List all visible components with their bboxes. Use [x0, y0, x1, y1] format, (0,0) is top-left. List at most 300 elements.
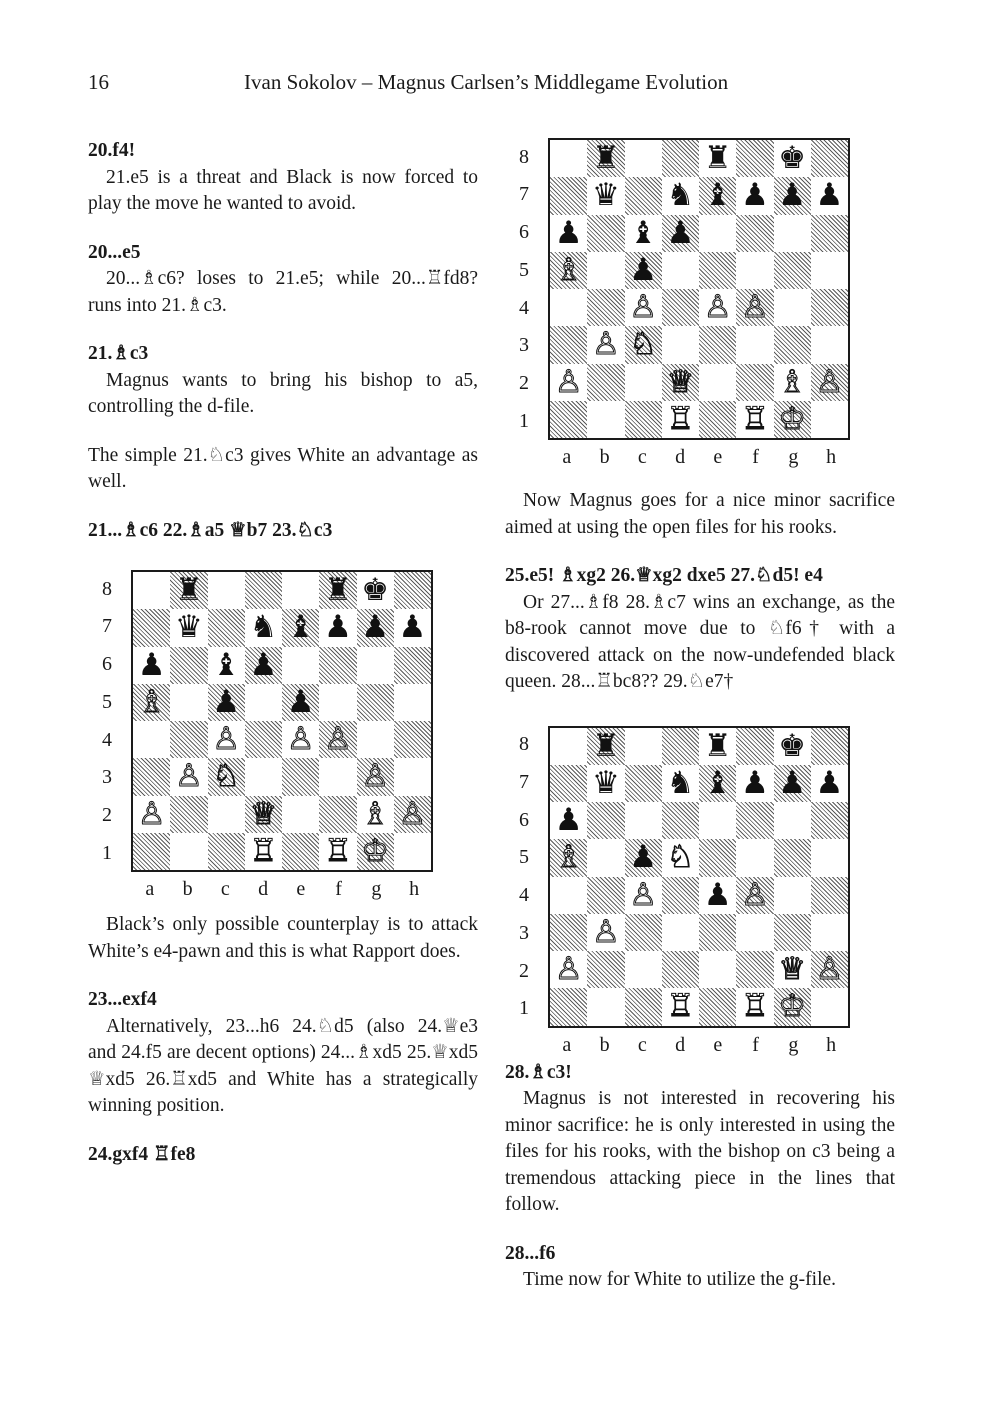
square-c1 — [625, 988, 662, 1025]
left-column — [88, 138, 478, 1168]
square-f4 — [736, 289, 773, 326]
square-h5 — [811, 252, 848, 289]
chess-piece: ♟ — [740, 177, 769, 214]
square-h4 — [811, 289, 848, 326]
chess-piece: ♟ — [740, 764, 769, 801]
chess-piece: ♟ — [323, 609, 352, 646]
file-label: g — [371, 878, 382, 900]
square-c1 — [625, 401, 662, 438]
file-label: b — [599, 446, 610, 468]
square-f3 — [736, 326, 773, 363]
square-f7 — [319, 609, 356, 646]
square-e7 — [282, 609, 319, 646]
chess-piece: ♟ — [554, 214, 583, 251]
file-label: d — [258, 878, 269, 900]
square-a6 — [133, 647, 170, 684]
square-d1 — [662, 401, 699, 438]
square-b3 — [587, 914, 624, 951]
square-b1 — [587, 401, 624, 438]
file-label: a — [145, 878, 155, 900]
chess-piece: ♖ — [740, 400, 769, 437]
chess-piece: ♙ — [137, 795, 166, 832]
chess-piece: ♙ — [815, 363, 844, 400]
square-b1 — [587, 988, 624, 1025]
square-h1 — [811, 401, 848, 438]
chess-piece: ♗ — [554, 251, 583, 288]
rank-label: 7 — [102, 615, 112, 638]
square-b3 — [587, 326, 624, 363]
chess-diagram — [88, 570, 478, 900]
square-a8 — [133, 572, 170, 609]
square-g1 — [774, 401, 811, 438]
square-a1 — [550, 401, 587, 438]
square-f8 — [319, 572, 356, 609]
square-d6 — [662, 802, 699, 839]
square-d1 — [245, 833, 282, 870]
square-c3 — [208, 758, 245, 795]
paragraph: Time now for White to utilize the g-file. — [523, 1269, 837, 1290]
chess-piece: ♙ — [554, 951, 583, 988]
square-g4 — [774, 877, 811, 914]
chess-piece: ♟ — [815, 764, 844, 801]
square-h6 — [811, 215, 848, 252]
square-g8 — [774, 728, 811, 765]
rank-label: 6 — [519, 808, 529, 831]
square-e8 — [699, 140, 736, 177]
square-d5 — [662, 252, 699, 289]
square-c2 — [625, 364, 662, 401]
rank-label: 8 — [519, 733, 529, 756]
rank-label: 7 — [519, 770, 529, 793]
chess-piece: ♚ — [778, 140, 807, 177]
square-c7 — [625, 765, 662, 802]
square-h1 — [811, 988, 848, 1025]
square-g2 — [357, 796, 394, 833]
paragraph: Or 27...♗f8 28.♗c7 wins an exchange, as the b8-rook cannot move due to ♘f6† with a discovered attack on the now-undefended black queen. 28...♖bc8?? 29.♘e7† — [505, 591, 895, 692]
move-heading: 20.f4! — [88, 140, 136, 161]
square-a5 — [133, 684, 170, 721]
square-e1 — [699, 401, 736, 438]
square-c6 — [208, 647, 245, 684]
square-e4 — [699, 877, 736, 914]
square-f6 — [319, 647, 356, 684]
square-e5 — [699, 839, 736, 876]
square-h3 — [811, 914, 848, 951]
square-c2 — [208, 796, 245, 833]
square-h8 — [811, 728, 848, 765]
square-f3 — [736, 914, 773, 951]
square-c7 — [625, 177, 662, 214]
square-e4 — [282, 721, 319, 758]
rank-labels — [519, 138, 539, 440]
file-label: d — [675, 1033, 686, 1056]
square-f8 — [736, 728, 773, 765]
square-e2 — [699, 364, 736, 401]
square-f7 — [736, 177, 773, 214]
square-f4 — [736, 877, 773, 914]
square-g2 — [774, 951, 811, 988]
rank-label: 6 — [519, 221, 529, 244]
square-e3 — [699, 914, 736, 951]
square-c5 — [208, 684, 245, 721]
chess-piece: ♜ — [591, 727, 620, 764]
chess-piece: ♝ — [703, 764, 732, 801]
chess-piece: ♙ — [398, 795, 427, 832]
square-e3 — [699, 326, 736, 363]
file-labels — [548, 1032, 850, 1059]
chess-piece: ♙ — [212, 721, 241, 758]
file-label: e — [296, 878, 306, 900]
rank-label: 8 — [519, 145, 529, 168]
square-a2 — [550, 951, 587, 988]
chess-piece: ♖ — [323, 832, 352, 869]
square-c3 — [625, 914, 662, 951]
square-f8 — [736, 140, 773, 177]
rank-label: 3 — [519, 334, 529, 357]
rank-label: 5 — [102, 690, 112, 713]
square-e6 — [699, 215, 736, 252]
chess-piece: ♙ — [591, 913, 620, 950]
chess-piece: ♝ — [703, 177, 732, 214]
chess-piece: ♟ — [666, 214, 695, 251]
square-d4 — [662, 289, 699, 326]
chess-piece: ♟ — [398, 609, 427, 646]
square-d5 — [662, 839, 699, 876]
paragraph: Alternatively, 23...h6 24.♘d5 (also 24.♕e3 and 24.f5 are decent options) 24...♗xd5 25.♕xd5 ♕xd5 26.♖xd5 and White has a strategically winning position. — [88, 1015, 478, 1116]
move-heading: 24.gxf4 ♖fe8 — [88, 1143, 196, 1165]
square-e1 — [699, 988, 736, 1025]
chess-piece: ♟ — [361, 609, 390, 646]
square-c8 — [625, 728, 662, 765]
chess-piece: ♘ — [212, 758, 241, 795]
chessboard — [548, 138, 850, 440]
rank-label: 6 — [102, 653, 112, 676]
square-f5 — [319, 684, 356, 721]
paragraph: Now Magnus goes for a nice minor sacrifice aimed at using the open files for his rooks. — [505, 490, 895, 538]
square-b2 — [587, 951, 624, 988]
file-label: e — [713, 1033, 723, 1056]
square-g8 — [774, 140, 811, 177]
chess-piece: ♞ — [666, 764, 695, 801]
square-b7 — [170, 609, 207, 646]
file-label: g — [788, 446, 799, 468]
square-d4 — [245, 721, 282, 758]
file-label: c — [637, 1033, 647, 1056]
rank-label: 5 — [519, 258, 529, 281]
square-e5 — [282, 684, 319, 721]
chess-piece: ♔ — [778, 400, 807, 437]
rank-label: 3 — [519, 921, 529, 944]
square-c6 — [625, 215, 662, 252]
chess-piece: ♚ — [361, 572, 390, 609]
square-d5 — [245, 684, 282, 721]
square-b6 — [587, 802, 624, 839]
chess-piece: ♟ — [249, 646, 278, 683]
chess-piece: ♜ — [323, 572, 352, 609]
file-label: e — [713, 446, 723, 468]
chess-piece: ♟ — [629, 839, 658, 876]
chess-piece: ♟ — [703, 876, 732, 913]
square-d1 — [662, 988, 699, 1025]
square-e6 — [699, 802, 736, 839]
chess-piece: ♝ — [286, 609, 315, 646]
square-d3 — [245, 758, 282, 795]
file-label: f — [752, 1033, 759, 1056]
paragraph: The simple 21.♘c3 gives White an advantage as well. — [88, 444, 478, 492]
rank-label: 4 — [519, 296, 529, 319]
square-b4 — [170, 721, 207, 758]
file-label: a — [562, 446, 572, 468]
square-e2 — [699, 951, 736, 988]
square-f6 — [736, 215, 773, 252]
square-d2 — [245, 796, 282, 833]
chess-piece: ♟ — [778, 177, 807, 214]
chess-piece: ♟ — [286, 683, 315, 720]
square-a8 — [550, 140, 587, 177]
chess-piece: ♙ — [815, 951, 844, 988]
chess-piece: ♙ — [629, 876, 658, 913]
chess-piece: ♜ — [703, 727, 732, 764]
file-labels — [548, 444, 850, 471]
chess-piece: ♙ — [629, 289, 658, 326]
rank-label: 1 — [519, 997, 529, 1020]
square-f1 — [319, 833, 356, 870]
file-label: f — [752, 446, 759, 468]
square-g7 — [774, 177, 811, 214]
paragraph: 20...♗c6? loses to 21.e5; while 20...♖fd8? runs into 21.♗c3. — [88, 268, 478, 316]
rank-label: 3 — [102, 766, 112, 789]
file-labels — [131, 876, 433, 903]
square-a2 — [550, 364, 587, 401]
square-h8 — [394, 572, 431, 609]
file-label: h — [826, 1033, 837, 1056]
paragraph: 21.e5 is a threat and Black is now forced to play the move he wanted to avoid. — [88, 166, 478, 214]
file-label: b — [182, 878, 193, 900]
square-a4 — [133, 721, 170, 758]
rank-labels — [102, 570, 122, 872]
chess-piece: ♙ — [703, 289, 732, 326]
chess-piece: ♛ — [174, 609, 203, 646]
square-c1 — [208, 833, 245, 870]
square-g3 — [357, 758, 394, 795]
square-d3 — [662, 326, 699, 363]
chess-piece: ♗ — [137, 683, 166, 720]
square-f5 — [736, 839, 773, 876]
chess-piece: ♟ — [629, 251, 658, 288]
running-title: Ivan Sokolov – Magnus Carlsen’s Middlegame Evolution — [244, 70, 729, 94]
rank-label: 1 — [519, 409, 529, 432]
square-h5 — [811, 839, 848, 876]
chess-piece: ♕ — [666, 363, 695, 400]
square-g1 — [774, 988, 811, 1025]
square-c5 — [625, 839, 662, 876]
chess-piece: ♙ — [591, 326, 620, 363]
square-a1 — [133, 833, 170, 870]
square-d2 — [662, 364, 699, 401]
square-a3 — [133, 758, 170, 795]
chess-piece: ♞ — [666, 177, 695, 214]
paragraph: Magnus wants to bring his bishop to a5, controlling the d-file. — [88, 369, 478, 417]
square-b7 — [587, 765, 624, 802]
square-f1 — [736, 401, 773, 438]
chess-piece: ♟ — [815, 177, 844, 214]
square-f2 — [736, 364, 773, 401]
square-f5 — [736, 252, 773, 289]
rank-label: 2 — [102, 804, 112, 827]
square-c8 — [625, 140, 662, 177]
file-label: g — [788, 1033, 799, 1056]
square-b8 — [170, 572, 207, 609]
square-b1 — [170, 833, 207, 870]
square-c4 — [625, 877, 662, 914]
move-heading: 20...e5 — [88, 241, 141, 263]
square-h3 — [394, 758, 431, 795]
rank-label: 2 — [519, 372, 529, 395]
chess-piece: ♞ — [249, 609, 278, 646]
rank-label: 4 — [102, 728, 112, 751]
square-g5 — [774, 839, 811, 876]
square-b8 — [587, 140, 624, 177]
square-h7 — [811, 177, 848, 214]
square-g8 — [357, 572, 394, 609]
square-g5 — [774, 252, 811, 289]
file-label: h — [409, 878, 420, 900]
move-heading: 25.e5! ♗xg2 26.♕xg2 dxe5 27.♘d5! e4 — [505, 565, 823, 586]
square-e6 — [282, 647, 319, 684]
move-heading: 28.♗c3! — [505, 1061, 572, 1083]
square-h3 — [811, 326, 848, 363]
square-c6 — [625, 802, 662, 839]
square-d7 — [245, 609, 282, 646]
square-b7 — [587, 177, 624, 214]
square-a7 — [133, 609, 170, 646]
square-d6 — [245, 647, 282, 684]
chess-piece: ♝ — [212, 646, 241, 683]
square-f2 — [319, 796, 356, 833]
square-e4 — [699, 289, 736, 326]
square-d8 — [662, 728, 699, 765]
chess-piece: ♙ — [361, 758, 390, 795]
rank-label: 8 — [102, 577, 112, 600]
move-heading: 21.♗c3 — [88, 343, 149, 364]
square-g6 — [357, 647, 394, 684]
rank-label: 5 — [519, 846, 529, 869]
square-g7 — [357, 609, 394, 646]
page-header — [0, 70, 1000, 100]
chess-piece: ♙ — [554, 363, 583, 400]
square-d2 — [662, 951, 699, 988]
square-f3 — [319, 758, 356, 795]
square-a2 — [133, 796, 170, 833]
square-b5 — [587, 252, 624, 289]
square-a5 — [550, 252, 587, 289]
chess-piece: ♖ — [740, 988, 769, 1025]
move-heading: 21...♗c6 22.♗a5 ♕b7 23.♘c3 — [88, 519, 333, 541]
chessboard — [131, 570, 433, 872]
chess-piece: ♟ — [554, 802, 583, 839]
square-c4 — [625, 289, 662, 326]
chess-piece: ♜ — [591, 140, 620, 177]
square-h7 — [394, 609, 431, 646]
square-d7 — [662, 765, 699, 802]
square-a7 — [550, 765, 587, 802]
square-e2 — [282, 796, 319, 833]
square-e7 — [699, 177, 736, 214]
rank-label: 4 — [519, 884, 529, 907]
square-g3 — [774, 326, 811, 363]
file-label: h — [826, 446, 837, 468]
rank-label: 1 — [102, 841, 112, 864]
square-b4 — [587, 289, 624, 326]
square-f4 — [319, 721, 356, 758]
chess-piece: ♗ — [361, 795, 390, 832]
chess-piece: ♔ — [361, 832, 390, 869]
square-d3 — [662, 914, 699, 951]
square-b5 — [587, 839, 624, 876]
chess-piece: ♟ — [212, 683, 241, 720]
page-number: 16 — [88, 70, 109, 94]
square-h7 — [811, 765, 848, 802]
square-e1 — [282, 833, 319, 870]
rank-label: 2 — [519, 959, 529, 982]
square-a6 — [550, 215, 587, 252]
square-h2 — [394, 796, 431, 833]
square-d8 — [662, 140, 699, 177]
square-a3 — [550, 914, 587, 951]
file-label: a — [562, 1033, 572, 1056]
chess-piece: ♟ — [137, 646, 166, 683]
chess-piece: ♝ — [629, 214, 658, 251]
square-b6 — [587, 215, 624, 252]
chess-piece: ♙ — [286, 721, 315, 758]
chess-piece: ♗ — [554, 839, 583, 876]
square-d6 — [662, 215, 699, 252]
square-e8 — [699, 728, 736, 765]
square-g3 — [774, 914, 811, 951]
chess-piece: ♘ — [666, 839, 695, 876]
square-a4 — [550, 877, 587, 914]
chess-piece: ♘ — [629, 326, 658, 363]
square-f6 — [736, 802, 773, 839]
square-e5 — [699, 252, 736, 289]
square-b2 — [587, 364, 624, 401]
square-c8 — [208, 572, 245, 609]
square-g4 — [774, 289, 811, 326]
chessboard — [548, 726, 850, 1028]
square-f7 — [736, 765, 773, 802]
square-a6 — [550, 802, 587, 839]
square-h2 — [811, 364, 848, 401]
chess-piece: ♜ — [174, 572, 203, 609]
square-c2 — [625, 951, 662, 988]
square-h1 — [394, 833, 431, 870]
square-b4 — [587, 877, 624, 914]
chess-piece: ♖ — [666, 400, 695, 437]
square-g7 — [774, 765, 811, 802]
square-c4 — [208, 721, 245, 758]
chess-piece: ♗ — [778, 363, 807, 400]
chess-piece: ♚ — [778, 727, 807, 764]
square-c3 — [625, 326, 662, 363]
square-a8 — [550, 728, 587, 765]
square-b3 — [170, 758, 207, 795]
square-h4 — [811, 877, 848, 914]
file-label: c — [220, 878, 230, 900]
paragraph: Magnus is not interested in recovering his minor sacrifice: he is only interested in using the files for his rooks, with the bishop on c3 being a tremendous attacking piece in the lines that follow. — [505, 1088, 895, 1215]
square-b8 — [587, 728, 624, 765]
square-h4 — [394, 721, 431, 758]
chess-piece: ♙ — [740, 876, 769, 913]
